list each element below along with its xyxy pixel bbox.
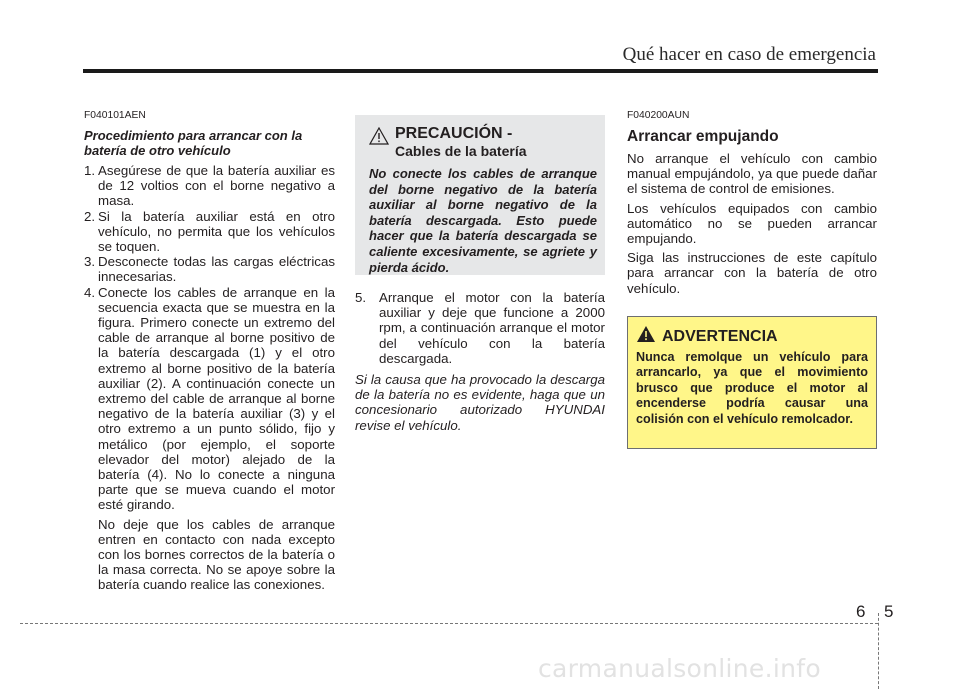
note-paragraph: No deje que los cables de arranque entren en contacto con nada excepto con los bornes correctos de la batería o la masa correcta. No se apoye sobre la batería cuando realice las conexiones. [98,516,335,593]
list-item [84,163,335,209]
watermark: carmanualsonline.info [538,654,821,683]
list-item-text: Desconecte todas las cargas eléctricas innecesarias. [98,254,335,285]
page-header-title: Qué hacer en caso de emergencia [622,44,876,65]
list-item-text: Si la batería auxiliar está en otro vehículo, no permita que los vehículos se toquen. [98,208,335,255]
warning-text: Nunca remolque un vehículo para arrancarlo, ya que el movimiento brusco que produce el motor al encenderse podría causar una colisión con el vehículo remolcador. [636,350,868,426]
section-title: Arrancar empujando [627,128,779,145]
footer-rule [20,623,878,624]
list-item [84,285,335,513]
warning-solid-icon [636,325,658,348]
list-item-text: Arranque el motor con la batería auxiliar y deje que funcione a 2000 rpm, a continuación arranque el motor del vehículo con la batería descargada. [379,290,605,366]
header-rule [83,69,878,73]
paragraph: Los vehículos equipados con cambio automático no se pueden arrancar empujando. [627,200,877,247]
section-code: F040200AUN [627,110,690,121]
list-item-number: 1. [84,163,96,178]
caution-subtitle: Cables de la batería [395,143,527,159]
warning-box [627,316,877,449]
list-item-text: Asegúrese de que la batería auxiliar es de 12 voltios con el borne negativo a masa. [98,163,335,209]
warning-outline-icon [369,125,395,148]
list-item [84,254,335,284]
right-column [627,110,877,296]
list-item-number: 3. [84,254,96,270]
list-item [355,290,605,366]
paragraph: Siga las instrucciones de este capítulo para arrancar con la batería de otro vehículo. [627,250,877,296]
footer-divider [878,613,879,689]
caution-text: No conecte los cables de arranque del borne negativo de la batería auxiliar al borne negativo de la batería descargada. Esto puede hacer que la batería descargada se caliente excesivamente, se agriete y pierda ácido. [369,166,597,275]
list-item-number: 2. [84,208,96,224]
page-number: 5 [884,602,894,621]
italic-note: Si la causa que ha provocado la descarga de la batería no es evidente, haga que un concesionario autorizado HYUNDAI revise el vehículo. [355,372,605,433]
caution-box [355,115,605,275]
middle-column [355,115,605,433]
section-subtitle: Procedimiento para arrancar con la batería de otro vehículo [84,128,303,158]
warning-header [636,325,868,348]
list-item-number: 5. [355,290,367,305]
paragraph: No arranque el vehículo con cambio manual empujándolo, ya que puede dañar el sistema de control de emisiones. [627,151,877,197]
section-code: F040101AEN [84,110,146,121]
left-column [84,110,335,593]
list-item [84,209,335,255]
caution-header [369,125,597,160]
list-item-text: Conecte los cables de arranque en la secuencia exacta que se muestra en la figura. Primero conecte un extremo del cable de arranque al borne positivo de la batería descargada (1) y el otro extremo al borne positivo de la batería auxiliar (2). A continuación conecte un extremo del cable de arranque al borne negativo de la batería auxiliar (3) y el otro extremo a un punto sólido, fijo y metálico (por ejemplo, el soporte elevador del motor) alejado de la batería (4). No lo conecte a ninguna parte que se mueva cuando el motor esté girando. [98,284,335,513]
warning-title: ADVERTENCIA [662,327,778,345]
chapter-number: 6 [856,602,866,621]
caution-title: PRECAUCIÓN - [395,125,513,142]
list-item-number: 4. [84,284,96,300]
